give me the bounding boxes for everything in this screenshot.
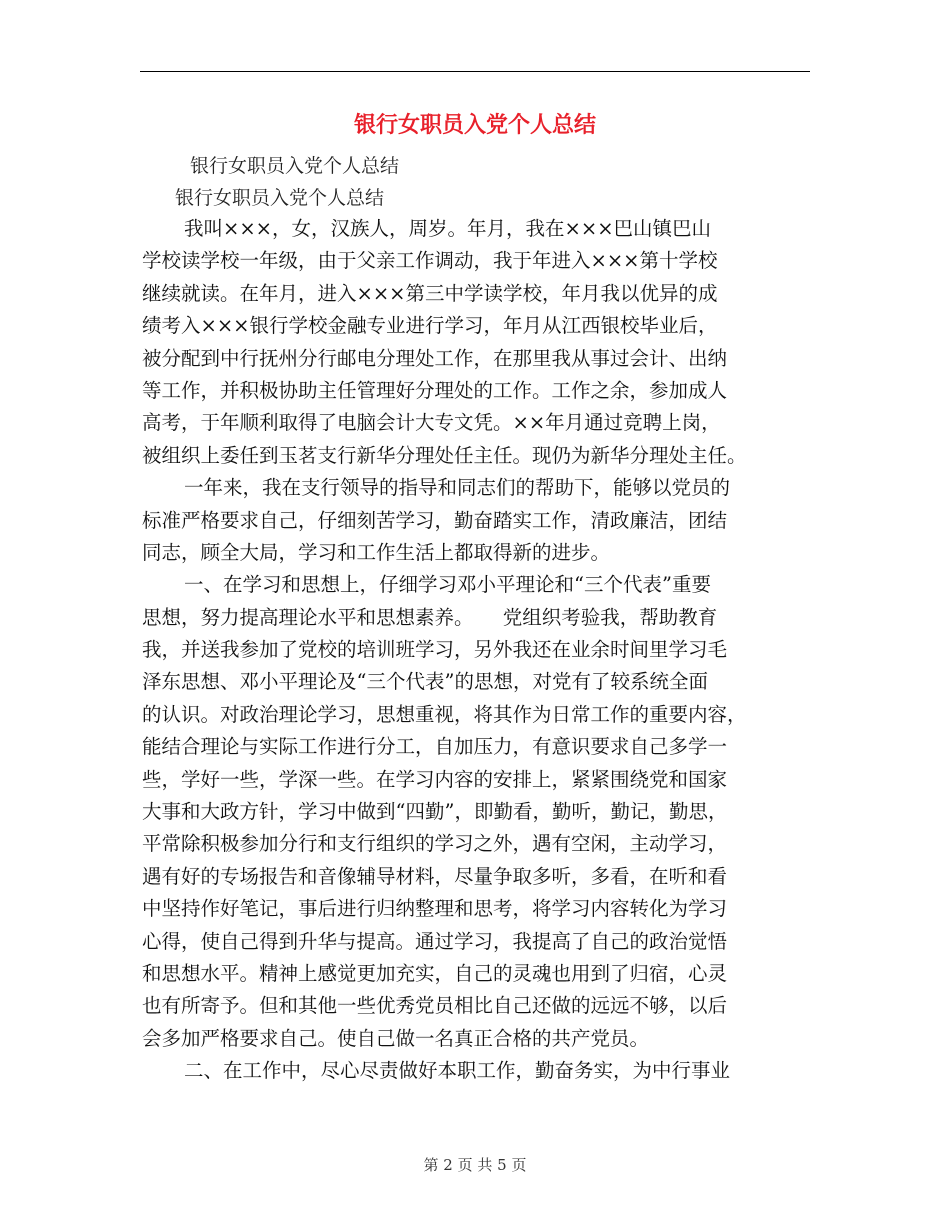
page-number: 第 2 页 共 5 页 <box>423 1156 527 1174</box>
body-line: 同志，顾全大局，学习和工作生活上都取得新的进步。 <box>142 540 611 564</box>
body-line: 和思想水平。精神上感觉更加充实，自己的灵魂也用到了归宿，心灵 <box>142 961 728 985</box>
body-line: 也有所寄予。但和其他一些优秀党员相比自己还做的远远不够，以后 <box>142 994 728 1018</box>
body-line: 的认识。对政治理论学习，思想重视，将其作为日常工作的重要内容， <box>142 702 747 726</box>
header-rule <box>140 71 810 72</box>
body-line: 继续就读。在年月，进入×××第三中学读学校，年月我以优异的成 <box>142 281 718 305</box>
body-line: 心得，使自己得到升华与提高。通过学习，我提高了自己的政治觉悟 <box>142 929 728 953</box>
body-line: 一、在学习和思想上，仔细学习邓小平理论和“三个代表”重要 <box>184 573 711 597</box>
body-line: 遇有好的专场报告和音像辅导材料，尽量争取多听，多看，在听和看 <box>142 864 728 888</box>
body-line: 等工作，并积极协助主任管理好分理处的工作。工作之余，参加成人 <box>142 378 728 402</box>
document-title: 银行女职员入党个人总结 <box>353 112 596 138</box>
body-line: 绩考入×××银行学校金融专业进行学习，年月从江西银校毕业后， <box>142 314 718 338</box>
subtitle-line-1: 银行女职员入党个人总结 <box>190 155 400 177</box>
body-line: 高考，于年顺利取得了电脑会计大专文凭。××年月通过竞聘上岗， <box>142 411 721 435</box>
body-line: 会多加严格要求自己。使自己做一名真正合格的共产党员。 <box>142 1026 650 1050</box>
body-line: 思想，努力提高理论水平和思想素养。 党组织考验我，帮助教育 <box>142 605 718 629</box>
body-line: 我，并送我参加了党校的培训班学习，另外我还在业余时间里学习毛 <box>142 638 728 662</box>
body-line: 二、在工作中，尽心尽责做好本职工作，勤奋务实，为中行事业 <box>184 1059 731 1083</box>
body-line: 泽东思想、邓小平理论及“三个代表”的思想，对党有了较系统全面 <box>142 670 708 694</box>
body-text <box>142 213 812 1088</box>
body-line: 平常除积极参加分行和支行组织的学习之外，遇有空闲，主动学习， <box>142 832 728 856</box>
body-line: 大事和大政方针，学习中做到“四勤”，即勤看，勤听，勤记，勤思， <box>142 800 728 824</box>
body-line: 学校读学校一年级，由于父亲工作调动，我于年进入×××第十学校 <box>142 249 718 273</box>
body-line: 些，学好一些，学深一些。在学习内容的安排上，紧紧围绕党和国家 <box>142 767 728 791</box>
subtitle-line-2: 银行女职员入党个人总结 <box>175 187 385 209</box>
body-line: 能结合理论与实际工作进行分工，自加压力，有意识要求自己多学一 <box>142 735 728 759</box>
body-line: 被分配到中行抚州分行邮电分理处工作，在那里我从事过会计、出纳 <box>142 346 728 370</box>
body-line: 被组织上委任到玉茗支行新华分理处任主任。现仍为新华分理处主任。 <box>142 443 747 467</box>
body-line: 中坚持作好笔记，事后进行归纳整理和思考，将学习内容转化为学习 <box>142 897 728 921</box>
body-line: 标准严格要求自己，仔细刻苦学习，勤奋踏实工作，清政廉洁，团结 <box>142 508 728 532</box>
body-line: 我叫×××，女，汉族人，周岁。年月，我在×××巴山镇巴山 <box>184 217 712 240</box>
body-line: 一年来，我在支行领导的指导和同志们的帮助下，能够以党员的 <box>184 476 731 500</box>
